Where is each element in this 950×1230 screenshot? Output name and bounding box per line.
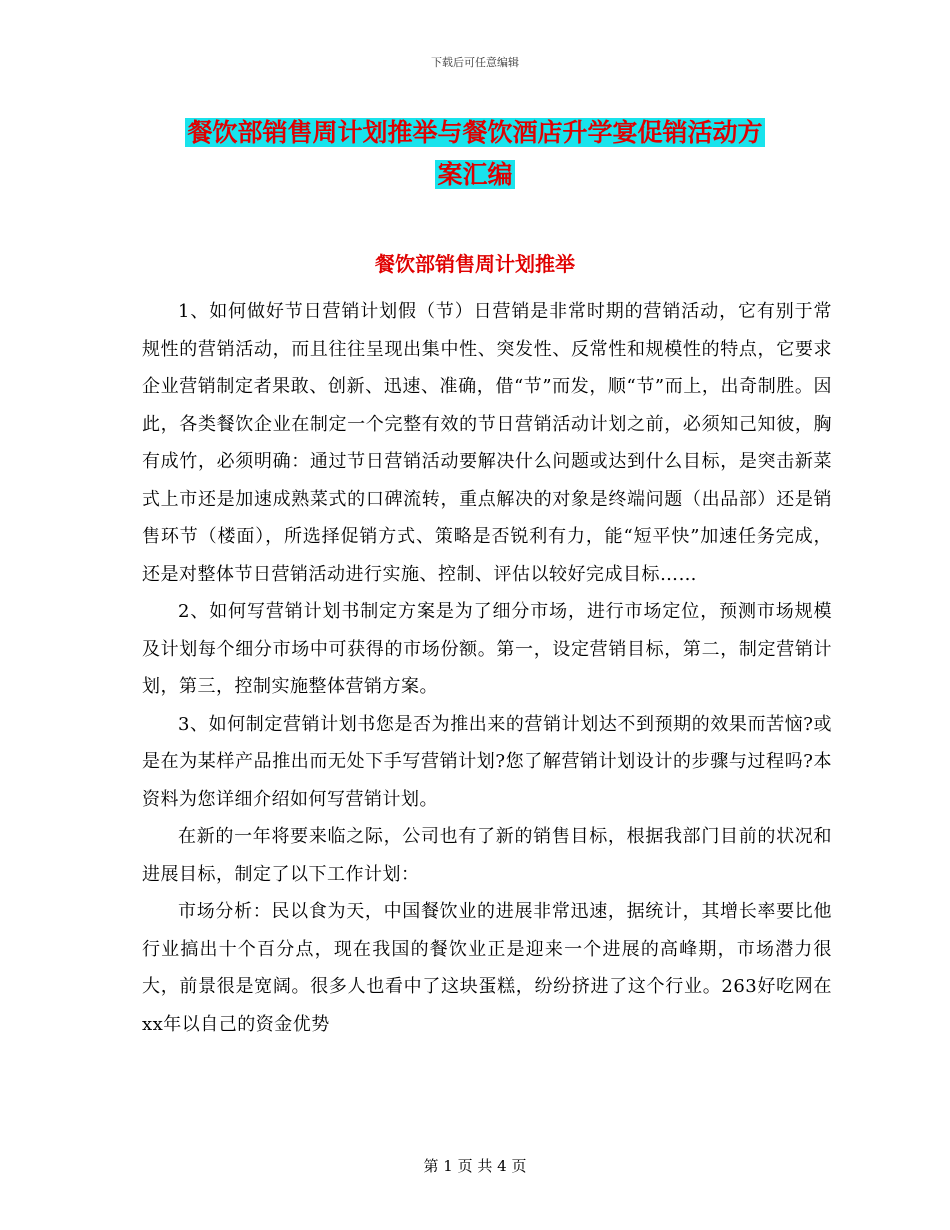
document-title-line-1: 餐饮部销售周计划推举与餐饮酒店升学宴促销活动方 <box>187 118 763 147</box>
section-heading: 餐饮部销售周计划推举 <box>375 252 575 276</box>
page-header-note: 下载后可任意编辑 <box>431 56 519 69</box>
body-text <box>142 293 832 1043</box>
paragraph-4: 在新的一年将要来临之际，公司也有了新的销售目标，根据我部门目前的状况和进展目标，制定了以下工作计划： <box>142 826 832 885</box>
paragraph-5: 市场分析：民以食为天，中国餐饮业的进展非常迅速，据统计，其增长率要比他行业搞出十个百分点，现在我国的餐饮业正是迎来一个进展的高峰期，市场潜力很大，前景很是宽阔。很多人也看中了这块蛋糕，纷纷挤进了这个行业。263好吃网在xx年以自己的资金优势 <box>142 901 832 1035</box>
document-title-line-2: 案汇编 <box>437 160 513 189</box>
page-number-footer: 第 1 页 共 4 页 <box>423 1157 527 1175</box>
paragraph-2: 2、如何写营销计划书制定方案是为了细分市场，进行市场定位，预测市场规模及计划每个细分市场中可获得的市场份额。第一，设定营销目标，第二，制定营销计划，第三，控制实施整体营销方案。 <box>142 601 832 697</box>
paragraph-1: 1、如何做好节日营销计划假（节）日营销是非常时期的营销活动，它有别于常规性的营销活动，而且往往呈现出集中性、突发性、反常性和规模性的特点，它要求企业营销制定者果敢、创新、迅速、准确，借“节”而发，顺“节”而上，出奇制胜。因此，各类餐饮企业在制定一个完整有效的节日营销活动计划之前，必须知己知彼，胸有成竹，必须明确：通过节日营销活动要解决什么问题或达到什么目标，是突击新菜式上市还是加速成熟菜式的口碑流转，重点解决的对象是终端问题（出品部）还是销售环节（楼面），所选择促销方式、策略是否锐利有力，能“短平快”加速任务完成，还是对整体节日营销活动进行实施、控制、评估以较好完成目标…… <box>142 301 832 585</box>
document-title <box>0 112 950 196</box>
paragraph-3: 3、如何制定营销计划书您是否为推出来的营销计划达不到预期的效果而苦恼?或是在为某样产品推出而无处下手写营销计划?您了解营销计划设计的步骤与过程吗?本资料为您详细介绍如何写营销计划。 <box>142 713 832 810</box>
